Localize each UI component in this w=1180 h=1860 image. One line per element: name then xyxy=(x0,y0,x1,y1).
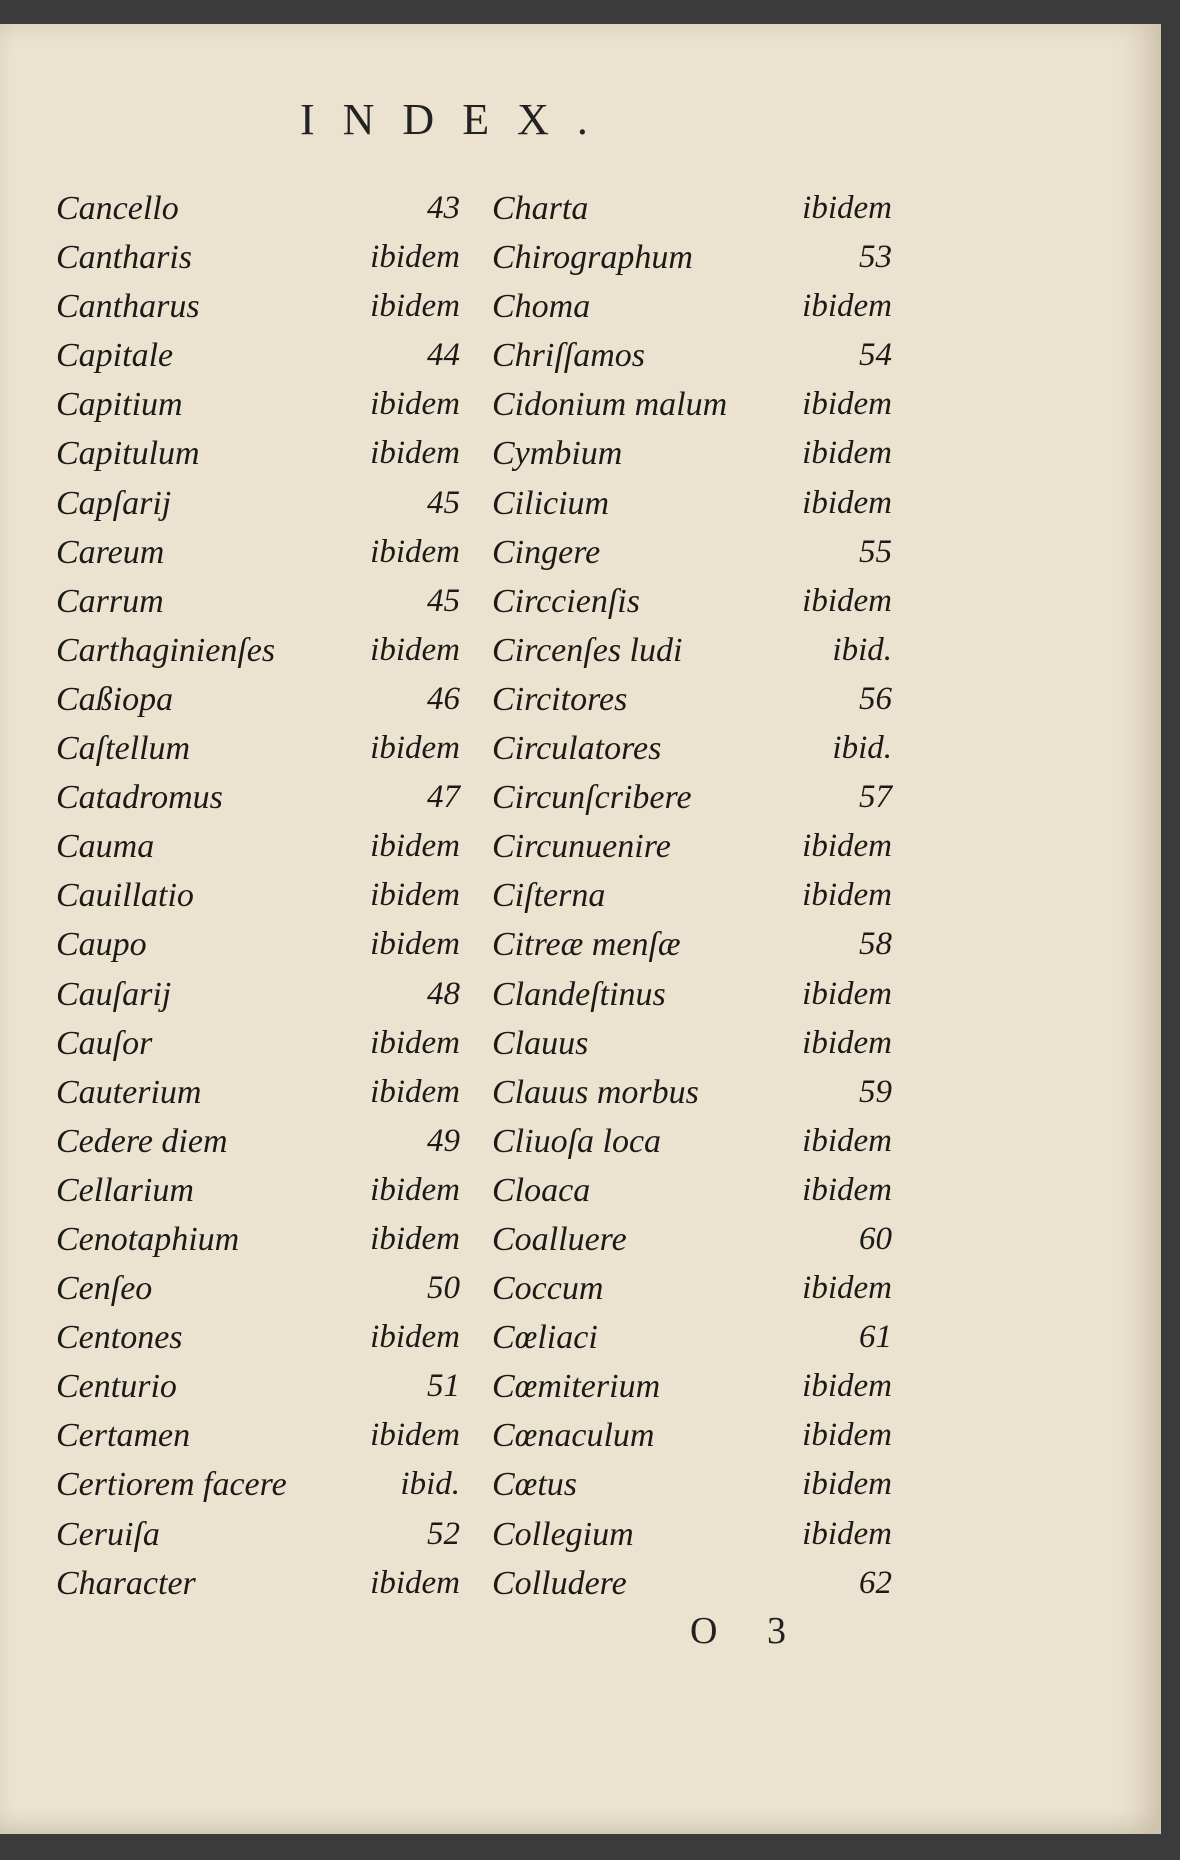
index-entry xyxy=(56,1313,460,1362)
page-reference: ibidem xyxy=(370,1220,460,1257)
index-term: Citreæ menſæ xyxy=(492,926,681,964)
page-reference: 53 xyxy=(859,239,892,276)
index-term: Cancello xyxy=(56,190,179,227)
index-term: Character xyxy=(56,1564,196,1602)
index-term: Cœmiterium xyxy=(492,1368,661,1406)
index-term: Circenſes ludi xyxy=(492,631,683,669)
index-entry xyxy=(492,429,892,478)
index-entry xyxy=(492,871,892,920)
index-term: Cauillatio xyxy=(56,877,194,915)
index-entry xyxy=(492,970,892,1019)
page-reference: 57 xyxy=(859,779,892,816)
index-term: Ciſterna xyxy=(492,877,606,915)
page-reference: ibidem xyxy=(802,1270,892,1307)
page-reference: 52 xyxy=(427,1515,460,1552)
index-entry xyxy=(492,920,892,969)
index-term: Choma xyxy=(492,288,591,326)
index-term: Cenotaphium xyxy=(56,1220,240,1258)
index-term: Collegium xyxy=(492,1515,634,1553)
index-entry xyxy=(56,1117,460,1166)
page-reference: 51 xyxy=(427,1368,460,1405)
index-term: Cilicium xyxy=(492,484,610,522)
index-term: Cloaca xyxy=(492,1171,591,1209)
page-reference: ibidem xyxy=(370,828,460,865)
page-reference: 58 xyxy=(859,926,892,963)
index-entry xyxy=(492,380,892,429)
index-entry xyxy=(56,1264,460,1313)
index-term: Carthaginienſes xyxy=(56,631,276,669)
index-entry xyxy=(492,282,892,331)
signature-mark: O 3 xyxy=(690,1610,806,1652)
page-reference: ibidem xyxy=(802,386,892,423)
index-entry xyxy=(56,675,460,724)
index-term: Carrum xyxy=(56,582,164,620)
index-entry xyxy=(492,822,892,871)
index-term: Cellarium xyxy=(56,1171,194,1209)
index-term: Cedere diem xyxy=(56,1122,228,1160)
index-entry xyxy=(492,773,892,822)
index-entry xyxy=(492,1313,892,1362)
page-reference: ibidem xyxy=(802,1368,892,1405)
index-entry xyxy=(492,331,892,380)
index-entry xyxy=(56,233,460,282)
page-reference: ibid. xyxy=(832,730,892,767)
page-reference: 60 xyxy=(859,1220,892,1257)
index-entry xyxy=(56,282,460,331)
index-term: Coccum xyxy=(492,1270,604,1308)
index-term: Colludere xyxy=(492,1564,627,1602)
page-reference: 45 xyxy=(427,484,460,521)
index-entry xyxy=(56,871,460,920)
index-entry xyxy=(56,1166,460,1215)
index-entry xyxy=(492,1166,892,1215)
page-reference: ibidem xyxy=(370,631,460,668)
page-reference: 55 xyxy=(859,533,892,570)
page-reference: ibidem xyxy=(802,582,892,619)
page-reference: ibidem xyxy=(802,190,892,226)
index-term: Cœnaculum xyxy=(492,1417,655,1455)
index-term: Caupo xyxy=(56,926,147,964)
index-term: Certiorem facere xyxy=(56,1466,287,1504)
page-reference: 47 xyxy=(427,779,460,816)
page-reference: 59 xyxy=(859,1073,892,1110)
page-reference: ibidem xyxy=(802,484,892,521)
page-header: INDEX. xyxy=(300,95,616,144)
index-entry xyxy=(56,1068,460,1117)
page-reference: ibidem xyxy=(802,1417,892,1454)
index-entry xyxy=(56,380,460,429)
index-term: Cauſarij xyxy=(56,975,172,1013)
page-reference: 62 xyxy=(859,1564,892,1601)
page-reference: 45 xyxy=(427,582,460,619)
index-term: Cingere xyxy=(492,533,601,571)
index-term: Cœliaci xyxy=(492,1319,598,1357)
index-term: Coalluere xyxy=(492,1220,627,1258)
index-term: Clandeſtinus xyxy=(492,975,666,1013)
page-reference: 43 xyxy=(427,190,460,226)
index-term: Circunuenire xyxy=(492,828,671,866)
page-reference: ibidem xyxy=(370,730,460,767)
page-reference: ibidem xyxy=(370,435,460,472)
index-entry xyxy=(492,577,892,626)
page-reference: ibidem xyxy=(802,435,892,472)
index-term: Circitores xyxy=(492,680,628,718)
index-entry xyxy=(492,1215,892,1264)
index-term: Cymbium xyxy=(492,435,623,473)
page-reference: ibid. xyxy=(832,631,892,668)
page-reference: ibidem xyxy=(802,975,892,1012)
index-term: Capitale xyxy=(56,337,174,375)
page-reference: ibidem xyxy=(802,1024,892,1061)
index-entry xyxy=(56,920,460,969)
index-entry xyxy=(56,1460,460,1509)
index-entry xyxy=(492,1411,892,1460)
page-reference: 44 xyxy=(427,337,460,374)
index-term: Centones xyxy=(56,1319,183,1357)
index-entry xyxy=(56,184,460,233)
index-entry xyxy=(56,577,460,626)
index-term: Careum xyxy=(56,533,165,571)
index-entry xyxy=(492,1362,892,1411)
page-reference: ibidem xyxy=(802,1171,892,1208)
page-reference: ibidem xyxy=(370,239,460,276)
index-entry xyxy=(492,1117,892,1166)
index-term: Cenſeo xyxy=(56,1270,153,1308)
page-reference: 50 xyxy=(427,1270,460,1307)
index-column-right xyxy=(492,184,892,1608)
page-reference: ibidem xyxy=(370,386,460,423)
index-entry xyxy=(492,1460,892,1509)
index-entry xyxy=(492,479,892,528)
index-term: Cœtus xyxy=(492,1466,578,1504)
page-reference: ibidem xyxy=(802,1515,892,1552)
index-entry xyxy=(492,1510,892,1559)
index-term: Cauma xyxy=(56,828,155,866)
index-entry xyxy=(492,1019,892,1068)
index-term: Cauterium xyxy=(56,1073,202,1111)
index-term: Circunſcribere xyxy=(492,779,692,817)
index-entry xyxy=(492,1559,892,1608)
index-term: Circulatores xyxy=(492,730,662,768)
index-term: Caßiopa xyxy=(56,680,174,718)
page-reference: ibidem xyxy=(802,1122,892,1159)
page-reference: 54 xyxy=(859,337,892,374)
index-entry xyxy=(492,1068,892,1117)
page-reference: ibidem xyxy=(370,1319,460,1356)
index-entry xyxy=(56,331,460,380)
page-reference: ibidem xyxy=(370,1564,460,1601)
index-term: Centurio xyxy=(56,1368,177,1406)
index-entry xyxy=(56,1362,460,1411)
page-reference: ibidem xyxy=(370,533,460,570)
index-term: Circcienſis xyxy=(492,582,640,620)
index-entry xyxy=(492,724,892,773)
page-reference: ibidem xyxy=(370,1417,460,1454)
index-entry xyxy=(56,822,460,871)
page-reference: 49 xyxy=(427,1122,460,1159)
index-entry xyxy=(492,675,892,724)
page-reference: ibidem xyxy=(802,288,892,325)
book-page xyxy=(0,24,1161,1834)
index-term: Cauſor xyxy=(56,1024,153,1062)
index-entry xyxy=(56,1019,460,1068)
index-entry xyxy=(492,626,892,675)
page-reference: ibidem xyxy=(370,1171,460,1208)
index-term: Clauus morbus xyxy=(492,1073,699,1111)
page-reference: ibidem xyxy=(802,1466,892,1503)
index-entry xyxy=(56,626,460,675)
index-term: Cantharus xyxy=(56,288,200,326)
index-entry xyxy=(56,1411,460,1460)
index-entry xyxy=(492,1264,892,1313)
page-reference: ibidem xyxy=(802,828,892,865)
page-reference: ibid. xyxy=(400,1466,460,1503)
index-entry xyxy=(56,773,460,822)
index-term: Clauus xyxy=(492,1024,589,1062)
index-term: Chirographum xyxy=(492,239,693,277)
index-term: Cliuoſa loca xyxy=(492,1122,662,1160)
index-entry xyxy=(56,724,460,773)
index-entry xyxy=(56,1510,460,1559)
index-entry xyxy=(492,184,892,233)
index-entry xyxy=(56,1215,460,1264)
page-reference: ibidem xyxy=(370,877,460,914)
page-reference: 61 xyxy=(859,1319,892,1356)
index-term: Ceruiſa xyxy=(56,1515,160,1553)
index-term: Capſarij xyxy=(56,484,172,522)
index-term: Chriſſamos xyxy=(492,337,646,375)
page-reference: ibidem xyxy=(370,1024,460,1061)
index-entry xyxy=(492,528,892,577)
page-reference: ibidem xyxy=(370,1073,460,1110)
index-term: Caſtellum xyxy=(56,730,191,768)
page-reference: ibidem xyxy=(370,288,460,325)
index-term: Catadromus xyxy=(56,779,223,817)
index-column-left xyxy=(56,184,460,1608)
index-term: Capitium xyxy=(56,386,183,424)
index-entry xyxy=(56,528,460,577)
page-reference: ibidem xyxy=(370,926,460,963)
page-reference: ibidem xyxy=(802,877,892,914)
index-entry xyxy=(492,233,892,282)
index-entry xyxy=(56,479,460,528)
index-entry xyxy=(56,1559,460,1608)
index-entry xyxy=(56,970,460,1019)
index-entry xyxy=(56,429,460,478)
index-term: Cantharis xyxy=(56,239,193,277)
page-reference: 46 xyxy=(427,680,460,717)
index-term: Cidonium malum xyxy=(492,386,728,424)
index-term: Charta xyxy=(492,190,589,227)
index-term: Certamen xyxy=(56,1417,191,1455)
page-reference: 48 xyxy=(427,975,460,1012)
index-term: Capitulum xyxy=(56,435,200,473)
page-reference: 56 xyxy=(859,680,892,717)
